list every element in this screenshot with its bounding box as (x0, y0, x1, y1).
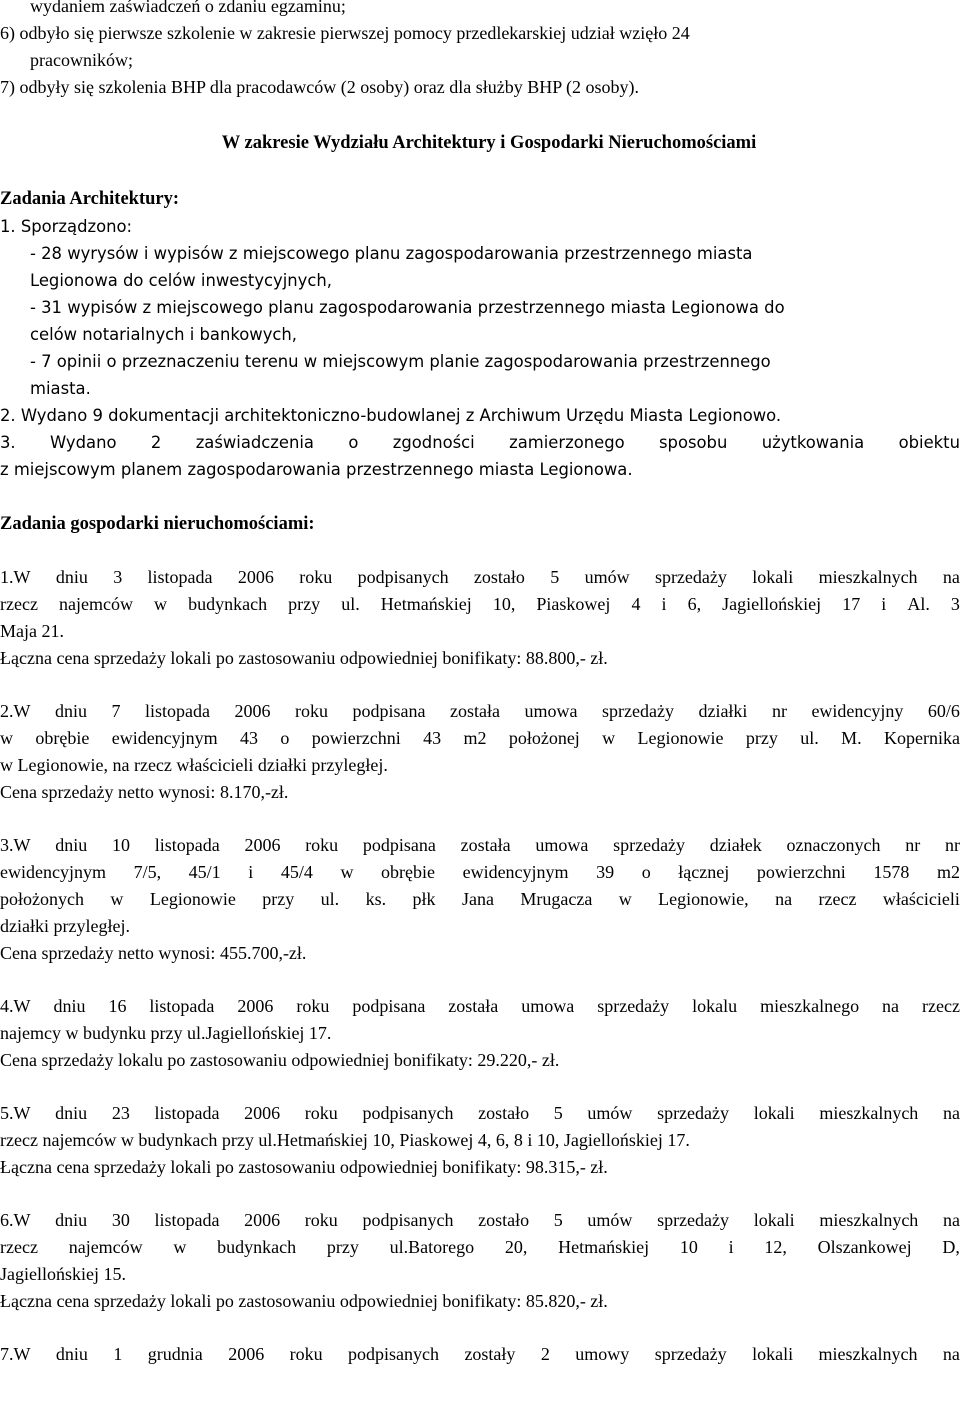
word: Hetmańskiej (558, 1237, 650, 1257)
word: sprzedaży (654, 567, 727, 587)
word: roku (289, 1344, 323, 1364)
word: 5 (553, 1103, 563, 1123)
intro-item-6-line-2: pracowników; (30, 50, 133, 70)
word: listopada (154, 1103, 220, 1123)
word: łącznej (678, 862, 730, 882)
word: i (728, 1237, 734, 1257)
spacer (0, 1315, 960, 1341)
word: zostały (464, 1344, 516, 1364)
real-estate-item (0, 993, 960, 1074)
word: położonej (508, 728, 580, 748)
word: lokalu (692, 996, 738, 1016)
word: Jana (461, 889, 494, 909)
spacer (0, 483, 960, 511)
word: 45/1 (188, 862, 221, 882)
real-estate-item (0, 698, 960, 806)
word: 6.W (0, 1210, 31, 1230)
word: roku (305, 835, 339, 855)
word: dniu (55, 1344, 88, 1364)
word: 43 (240, 728, 259, 748)
word: w (173, 1237, 187, 1257)
word: i (661, 594, 667, 614)
word: zostało (478, 1103, 530, 1123)
word: budynkach (188, 594, 268, 614)
word: przy (326, 1237, 359, 1257)
word: 2006 (228, 1344, 265, 1364)
word: sposobu (659, 433, 728, 452)
word: lokali (753, 1103, 795, 1123)
word: o (348, 433, 359, 452)
word: 3 (950, 594, 960, 614)
intro-line-0: wydaniem zaświadczeń o zdaniu egzaminu; (30, 0, 346, 16)
word: Wydano (50, 433, 117, 452)
word: 7 (111, 701, 121, 721)
word: podpisana (352, 701, 426, 721)
text-line: Łączna cena sprzedaży lokali po zastosowaniu odpowiedniej bonifikaty: 85.820,- zł. (0, 1291, 608, 1311)
word: mieszkalnego (760, 996, 860, 1016)
word: i (248, 862, 254, 882)
word: nr (944, 835, 960, 855)
word: 7.W (0, 1344, 31, 1364)
word: listopada (154, 1210, 220, 1230)
word: 17 (842, 594, 861, 614)
word: 10 (111, 835, 130, 855)
word: 2006 (244, 1103, 281, 1123)
real-estate-item (0, 832, 960, 967)
real-estate-item (0, 564, 960, 672)
word: 16 (108, 996, 127, 1016)
word: najemców (59, 594, 133, 614)
word: zgodności (392, 433, 475, 452)
word: działki (698, 701, 748, 721)
word: Legionowie (637, 728, 724, 748)
spacer (0, 1181, 960, 1207)
word: najemców (68, 1237, 143, 1257)
text-line: Jagiellońskiej 15. (0, 1264, 126, 1284)
justified-line (0, 1341, 960, 1368)
word: Jagiellońskiej (722, 594, 822, 614)
text-line: najemcy w budynku przy ul.Jagiellońskiej 17. (0, 1023, 332, 1043)
word: ul.Batorego (389, 1237, 475, 1257)
word: nr (771, 701, 787, 721)
justified-line (0, 1100, 960, 1127)
word: działek (709, 835, 762, 855)
word: podpisana (352, 996, 426, 1016)
word: umowa (535, 835, 589, 855)
word: użytkowania (761, 433, 865, 452)
word: o (641, 862, 651, 882)
text-line: rzecz najemców w budynkach przy ul.Hetmańskiej 10, Piaskowej 4, 6, 8 i 10, Jagiellońskiej 17. (0, 1130, 690, 1150)
word: umów (587, 1210, 633, 1230)
word: roku (304, 1103, 338, 1123)
word: Al. (907, 594, 930, 614)
word: sprzedaży (601, 701, 674, 721)
word: powierzchni (311, 728, 401, 748)
word: 2006 (234, 701, 271, 721)
word: podpisanych (348, 1344, 440, 1364)
word: sprzedaży (613, 835, 686, 855)
word: 2.W (0, 701, 31, 721)
word: w (618, 889, 632, 909)
word: 10 (679, 1237, 698, 1257)
word: 1578 (873, 862, 910, 882)
word: ks. (365, 889, 387, 909)
word: 2006 (237, 996, 274, 1016)
word: oznaczonych (786, 835, 881, 855)
word: ul. (320, 889, 340, 909)
word: 4.W (0, 996, 31, 1016)
word: 30 (111, 1210, 130, 1230)
word: m2 (936, 862, 960, 882)
word: przy (288, 594, 321, 614)
word: sprzedaży (657, 1103, 730, 1123)
spacer (0, 967, 960, 993)
word: ul. (800, 728, 819, 748)
word: 23 (111, 1103, 130, 1123)
architecture-p3-line-2: z miejscowym planem zagospodarowania przestrzennego miasta Legionowa. (0, 460, 633, 479)
word: M. (841, 728, 862, 748)
text-line: Cena sprzedaży netto wynosi: 455.700,-zł. (0, 943, 307, 963)
word: Legionowie (149, 889, 236, 909)
justified-line (0, 993, 960, 1020)
real-estate-items (0, 564, 960, 1368)
word: listopada (149, 996, 215, 1016)
word: ewidencyjnym (0, 862, 106, 882)
word: 1 (113, 1344, 123, 1364)
spacer (0, 157, 960, 186)
word: Hetmańskiej (380, 594, 472, 614)
word: Olszankowej (817, 1237, 912, 1257)
word: Mrugacza (520, 889, 593, 909)
architecture-p1-c2: miasta. (30, 379, 91, 398)
spacer (0, 538, 960, 564)
word: na (942, 1210, 960, 1230)
word: mieszkalnych (819, 1210, 919, 1230)
word: płk (412, 889, 436, 909)
justified-line (0, 859, 960, 886)
word: umowy (575, 1344, 630, 1364)
word: została (448, 996, 499, 1016)
word: 3 (113, 567, 123, 587)
word: 60/6 (927, 701, 960, 721)
text-line: w Legionowie, na rzecz właścicieli działki przyległej. (0, 755, 388, 775)
intro-item-6-line-1: 6) odbyło się pierwsze szkolenie w zakresie pierwszej pomocy przedlekarskiej udział wzięło 24 (0, 23, 690, 43)
architecture-p2: 2. Wydano 9 dokumentacji architektoniczno-budowlanej z Archiwum Urzędu Miasta Legionowo. (0, 406, 782, 425)
word: podpisana (362, 835, 436, 855)
word: rzecz (0, 594, 38, 614)
word: podpisanych (362, 1210, 454, 1230)
text-line: Łączna cena sprzedaży lokali po zastosowaniu odpowiedniej bonifikaty: 98.315,- zł. (0, 1157, 608, 1177)
word: na (882, 996, 900, 1016)
word: 45/4 (280, 862, 313, 882)
architecture-p1-a1: - 28 wyrysów i wypisów z miejscowego planu zagospodarowania przestrzennego miasta (30, 244, 753, 263)
word: sprzedaży (654, 1344, 727, 1364)
word: budynkach (217, 1237, 297, 1257)
word: w (0, 728, 13, 748)
word: 5.W (0, 1103, 31, 1123)
word: mieszkalnych (818, 567, 918, 587)
architecture-p1-b1: - 31 wypisów z miejscowego planu zagospodarowania przestrzennego miasta Legionowa do (30, 298, 785, 317)
word: D, (942, 1237, 960, 1257)
word: 2006 (244, 1210, 281, 1230)
spacer (0, 806, 960, 832)
word: rzecz (0, 1237, 38, 1257)
spacer (0, 1074, 960, 1100)
word: i (881, 594, 887, 614)
word: została (460, 835, 511, 855)
word: umowa (521, 996, 575, 1016)
justified-line (0, 886, 960, 913)
word: podpisanych (357, 567, 449, 587)
word: na (942, 567, 960, 587)
word: sprzedaży (657, 1210, 730, 1230)
word: ewidencyjny (811, 701, 904, 721)
word: w (110, 889, 124, 909)
word: obiektu (898, 433, 960, 452)
word: została (450, 701, 500, 721)
word: 10, (492, 594, 516, 614)
word: 1.W (0, 567, 31, 587)
word: zaświadczenia (195, 433, 314, 452)
word: o (280, 728, 290, 748)
word: podpisanych (362, 1103, 454, 1123)
word: położonych (0, 889, 84, 909)
word: ul. (341, 594, 360, 614)
word: powierzchni (756, 862, 846, 882)
word: lokali (752, 1344, 794, 1364)
word: ewidencyjnym (462, 862, 569, 882)
word: nr (905, 835, 921, 855)
word: dniu (55, 835, 88, 855)
word: w (340, 862, 354, 882)
word: dniu (53, 996, 86, 1016)
intro-item-7: 7) odbyły się szkolenia BHP dla pracodawców (2 osoby) oraz dla służby BHP (2 osoby). (0, 77, 640, 97)
word: lokali (753, 1210, 795, 1230)
word: grudnia (147, 1344, 203, 1364)
word: roku (299, 567, 333, 587)
word: umowa (524, 701, 578, 721)
word: Legionowie, (658, 889, 749, 909)
word: dniu (55, 701, 88, 721)
word: ewidencyjnym (111, 728, 218, 748)
real-estate-item (0, 1100, 960, 1181)
architecture-p1-c1: - 7 opinii o przeznaczeniu terenu w miejscowym planie zagospodarowania przestrzennego (30, 352, 771, 371)
architecture-heading: Zadania Architektury: (0, 189, 180, 209)
word: na (942, 1344, 960, 1364)
word: sprzedaży (597, 996, 670, 1016)
word: rzecz (922, 996, 960, 1016)
justified-line (0, 1234, 960, 1261)
word: 4 (631, 594, 641, 614)
real-estate-item (0, 1207, 960, 1315)
word: listopada (154, 835, 220, 855)
word: obrębie (35, 728, 90, 748)
word: dniu (55, 1210, 88, 1230)
word: 2 (540, 1344, 550, 1364)
word: 12, (764, 1237, 787, 1257)
word: zostało (473, 567, 525, 587)
word: m2 (463, 728, 487, 748)
text-line: Łączna cena sprzedaży lokali po zastosowaniu odpowiedniej bonifikaty: 88.800,- zł. (0, 648, 608, 668)
word: 6, (687, 594, 702, 614)
word: roku (304, 1210, 338, 1230)
word: zamierzonego (509, 433, 625, 452)
word: rzecz (818, 889, 857, 909)
justified-line (0, 832, 960, 859)
word: 43 (423, 728, 442, 748)
word: obrębie (381, 862, 435, 882)
justified-line (0, 564, 960, 591)
text-line: Cena sprzedaży netto wynosi: 8.170,-zł. (0, 782, 289, 802)
architecture-p1-a2: Legionowa do celów inwestycyjnych, (30, 271, 332, 290)
word: roku (295, 701, 329, 721)
word: mieszkalnych (819, 1103, 919, 1123)
word: umów (587, 1103, 633, 1123)
word: 39 (596, 862, 615, 882)
text-line: działki przyległej. (0, 916, 130, 936)
word: w (154, 594, 168, 614)
word: 20, (504, 1237, 528, 1257)
word: listopada (145, 701, 211, 721)
architecture-p1-b2: celów notarialnych i bankowych, (30, 325, 298, 344)
word: przy (262, 889, 295, 909)
word: dniu (55, 567, 88, 587)
word: listopada (147, 567, 213, 587)
word: na (942, 1103, 960, 1123)
word: umów (584, 567, 630, 587)
word: 7/5, (133, 862, 162, 882)
word: Kopernika (883, 728, 960, 748)
real-estate-heading: Zadania gospodarki nieruchomościami: (0, 514, 315, 534)
word: roku (296, 996, 330, 1016)
word: 3.W (0, 835, 31, 855)
word: zostało (478, 1210, 530, 1230)
architecture-p1-title: 1. Sporządzono: (0, 217, 133, 236)
word: na (775, 889, 793, 909)
word: przy (745, 728, 778, 748)
justified-line (0, 591, 960, 618)
justified-line (0, 1207, 960, 1234)
word: 2006 (244, 835, 281, 855)
word: 5 (553, 1210, 563, 1230)
text-line: Cena sprzedaży lokalu po zastosowaniu odpowiedniej bonifikaty: 29.220,- zł. (0, 1050, 560, 1070)
architecture-p3-line-1 (0, 429, 960, 456)
justified-line (0, 725, 960, 752)
word: dniu (55, 1103, 88, 1123)
word: lokali (752, 567, 794, 587)
spacer (0, 672, 960, 698)
word: Piaskowej (536, 594, 611, 614)
word: 5 (550, 567, 560, 587)
real-estate-item (0, 1341, 960, 1368)
word: w (602, 728, 616, 748)
word: 2006 (237, 567, 274, 587)
word: 3. (0, 433, 16, 452)
justified-line (0, 698, 960, 725)
word: mieszkalnych (818, 1344, 918, 1364)
word: właścicieli (882, 889, 960, 909)
text-line: Maja 21. (0, 621, 64, 641)
section-heading: W zakresie Wydziału Architektury i Gospodarki Nieruchomościami (221, 133, 757, 153)
word: 2 (150, 433, 162, 452)
spacer (0, 101, 960, 130)
